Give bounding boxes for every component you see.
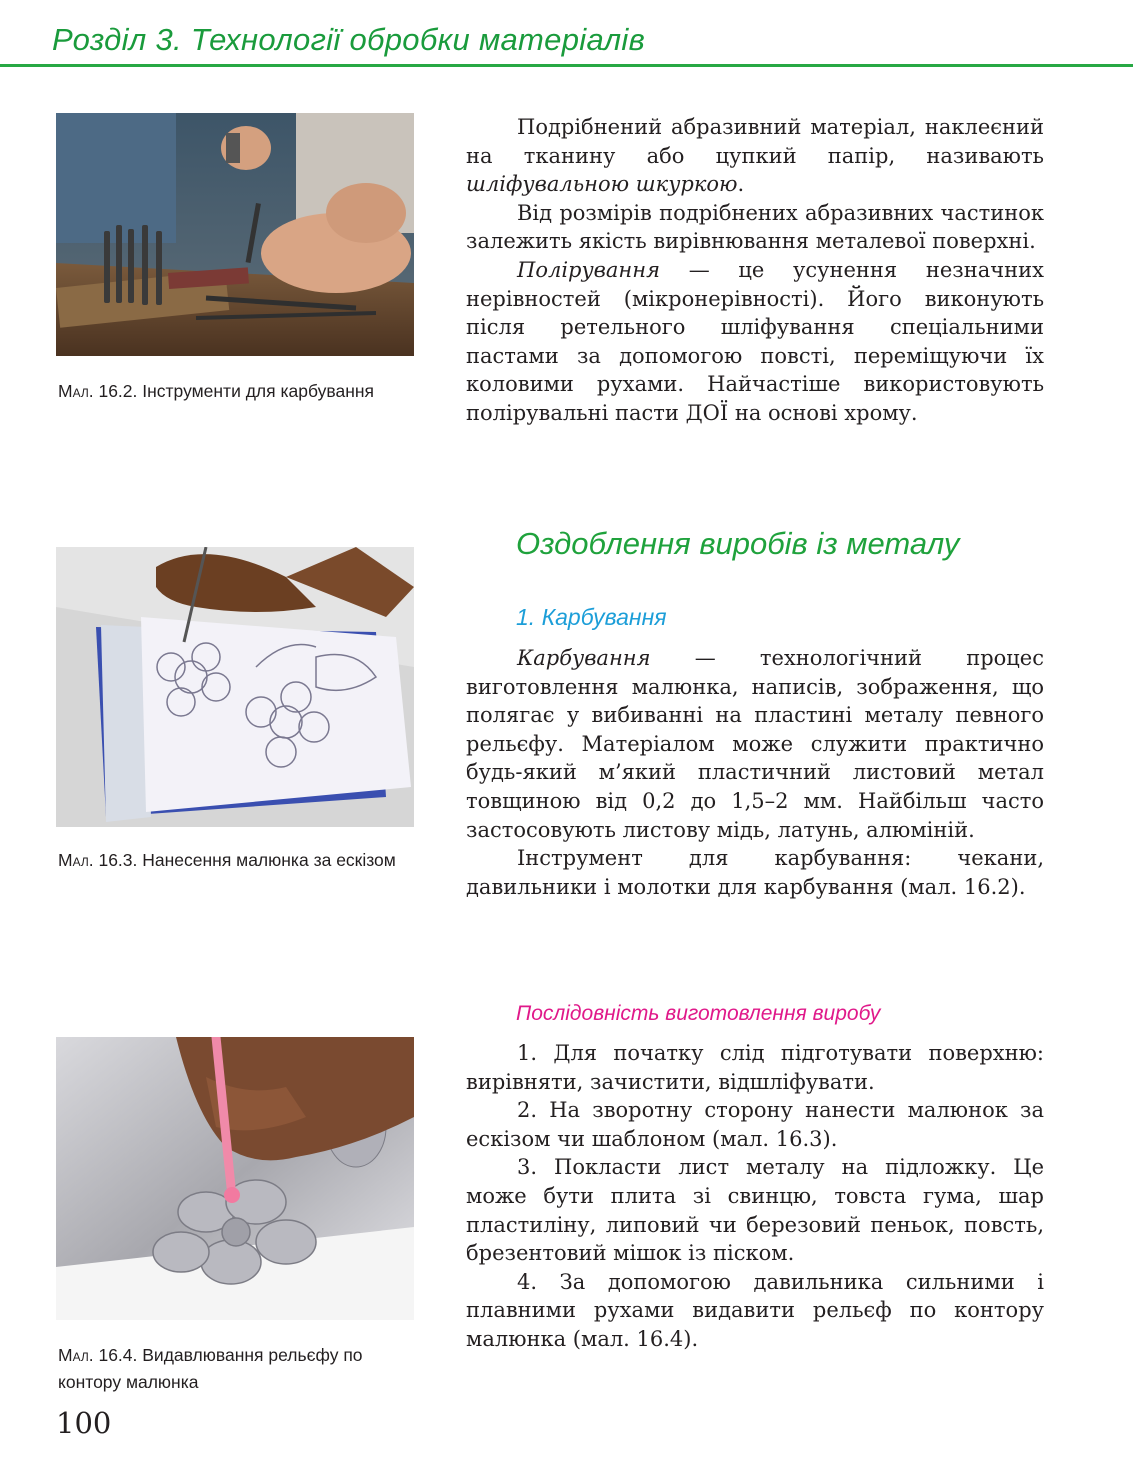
section-title: Оздоблення виробів із металу xyxy=(516,526,960,561)
paragraph xyxy=(466,644,1044,844)
text-run: — це усунення незначних нерівностей (мікронерівності). Його виконують після ретельного шліфування спеціальними пастами за допомогою повсті, переміщуючи їх коловими рухами. Найчастіше використовують полірувальні пасти ДОЇ на основі хрому. xyxy=(466,257,1044,425)
photo-relief-pressing xyxy=(56,1037,414,1320)
photo-drawing-transfer xyxy=(56,547,414,827)
sequence-step: 1. Для початку слід підготувати поверхню: вирівняти, зачистити, відшліфувати. xyxy=(466,1041,1044,1094)
sequence-step: 2. На зворотну сторону нанести малюнок за ескізом чи шаблоном (мал. 16.3). xyxy=(466,1098,1044,1151)
sequence-step: 4. За допомогою давильника сильними і плавними рухами видавити рельєф по контору малюнка (мал. 16.4). xyxy=(466,1269,1044,1351)
karbuvannia-text xyxy=(466,644,1044,901)
paragraph: Від розмірів подрібнених абразивних частинок залежить якість вирівнювання металевої поверхні. xyxy=(466,200,1044,254)
term: Карбування xyxy=(517,646,651,670)
sequence-steps xyxy=(466,1039,1044,1354)
text-run: Подрібнений абразивний матеріал, наклеєний на тканину або цупкий папір, називають xyxy=(466,115,1044,168)
intro-text xyxy=(466,113,1044,428)
figure-label: Мал. xyxy=(58,381,94,401)
sequence-title: Послідовність виготовлення виробу xyxy=(516,1002,881,1025)
text-run: . xyxy=(737,172,745,197)
paragraph xyxy=(466,113,1044,199)
figure-caption-16-4 xyxy=(58,1342,398,1396)
figure-caption-text: 16.3. Нанесення малюнка за ескізом xyxy=(98,850,396,870)
text-run: — технологічний процес виготовлення малюнка, написів, зображення, що полягає у вибиванні на пластині металу певного рельєфу. Матеріалом може служити практично будь-який м’який пластичний листовий метал товщиною від 0,2 до 1,5–2 мм. Найбільш часто застосовують листову мідь, латунь, алюміній. xyxy=(466,646,1044,842)
paragraph: Інструмент для карбування: чекани, давильники і молотки для карбування (мал. 16.2). xyxy=(466,846,1044,899)
header-rule xyxy=(0,64,1133,67)
paragraph xyxy=(466,256,1044,428)
term: Полірування xyxy=(517,257,660,282)
sequence-step: 3. Покласти лист металу на підложку. Це може бути плита зі свинцю, товста гума, шар пластиліну, липовий чи березовий пеньок, повсть, брезентовий мішок із піском. xyxy=(466,1155,1044,1266)
subsection-title: 1. Карбування xyxy=(516,604,667,630)
photo-engraving-tools xyxy=(56,113,414,356)
page-number: 100 xyxy=(56,1406,112,1440)
figure-label: Мал. xyxy=(58,850,94,870)
chapter-title: Розділ 3. Технології обробки матеріалів xyxy=(52,22,646,57)
figure-caption-text: 16.2. Інструменти для карбування xyxy=(98,381,375,401)
figure-caption-16-3 xyxy=(58,847,398,874)
term: шліфувальною шкуркою xyxy=(466,172,738,197)
figure-caption-text: 16.4. Видавлювання рельєфу по контору малюнка xyxy=(58,1345,363,1392)
figure-label: Мал. xyxy=(58,1345,94,1365)
figure-caption-16-2 xyxy=(58,378,398,405)
